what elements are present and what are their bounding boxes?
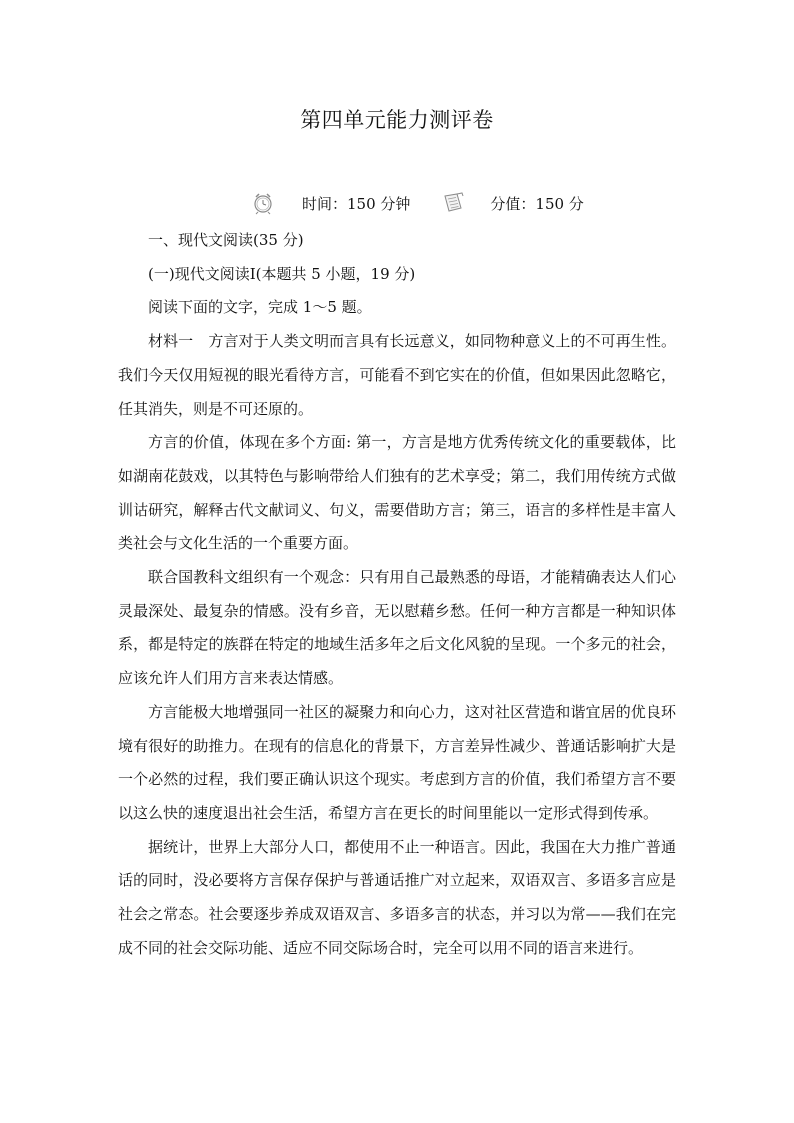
paragraph-4: 方言能极大地增强同一社区的凝聚力和向心力，这对社区营造和谐宜居的优良环境有很好的助推力。在现有的信息化的背景下，方言差异性减少、普通话影响扩大是一个必然的过程，我们要正确认识这个现实。考虑到方言的价值，我们希望方言不要以这么快的速度退出社会生活，希望方言在更长的时间里能以一定形式得到传承。 (118, 702, 676, 822)
section-heading: 一、现代文阅读(35 分) (148, 231, 304, 249)
paper-scroll-icon (440, 190, 466, 216)
total-score-label: 分值：150 分 (490, 194, 584, 213)
reading-content (118, 224, 676, 965)
paragraph-1: 材料一 方言对于人类文明而言具有长远意义，如同物种意义上的不可再生性。我们今天仅用短视的眼光看待方言，可能看不到它实在的价值，但如果因此忽略它，任其消失，则是不可还原的。 (118, 332, 676, 418)
paragraph-2: 方言的价值，体现在多个方面: 第一，方言是地方优秀传统文化的重要载体，比如湖南花鼓戏，以其特色与影响带给人们独有的艺术享受；第二，我们用传统方式做训诂研究，解释古代文献词义、句义，需要借助方言；第三，语言的多样性是丰富人类社会与文化生活的一个重要方面。 (118, 433, 676, 553)
page-title: 第四单元能力测评卷 (300, 108, 494, 132)
paragraph-5: 据统计，世界上大部分人口，都使用不止一种语言。因此，我国在大力推广普通话的同时，没必要将方言保存保护与普通话推广对立起来，双语双言、多语多言应是社会之常态。社会要逐步养成双语双言、多语多言的状态，并习以为常——我们在完成不同的社会交际功能、适应不同交际场合时，完全可以用不同的语言来进行。 (118, 837, 676, 957)
alarm-clock-icon (250, 190, 276, 216)
subsection-heading: (一)现代文阅读Ⅰ(本题共 5 小题，19 分) (148, 264, 416, 283)
exam-meta-row (250, 186, 584, 220)
reading-instruction: 阅读下面的文字，完成 1～5 题。 (148, 298, 372, 317)
time-limit-label: 时间：150 分钟 (302, 194, 411, 213)
paragraph-3: 联合国教科文组织有一个观念：只有用自己最熟悉的母语，才能精确表达人们心灵最深处、最复杂的情感。没有乡音，无以慰藉乡愁。任何一种方言都是一种知识体系，都是特定的族群在特定的地域生活多年之后文化风貌的呈现。一个多元的社会，应该允许人们用方言来表达情感。 (118, 568, 676, 688)
